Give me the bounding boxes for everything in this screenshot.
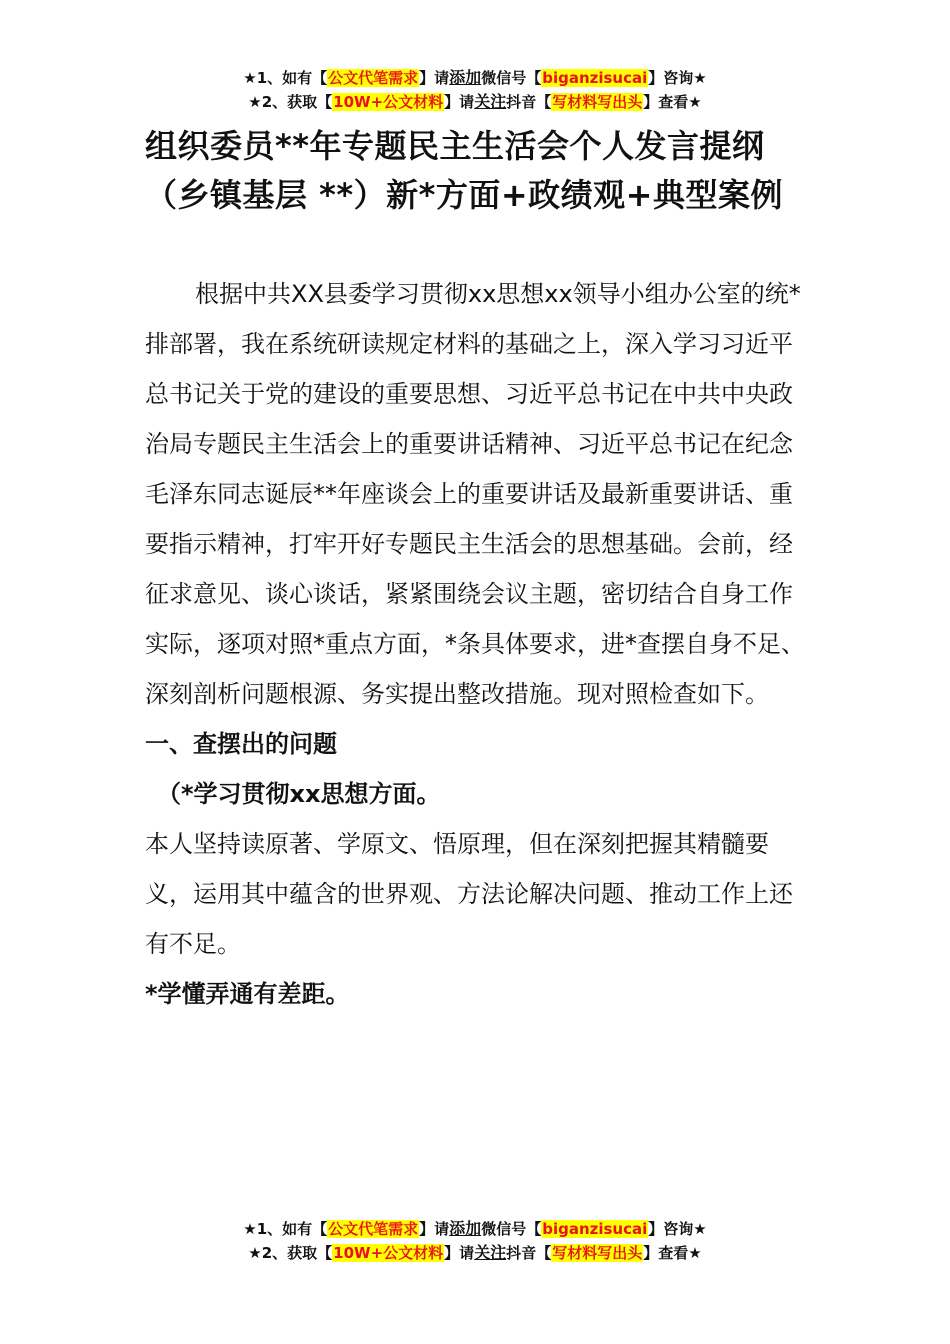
banner-text: 微信号【 [481, 69, 542, 87]
document-title: 组织委员**年专题民主生活会个人发言提纲（乡镇基层 **）新*方面+政绩观+典型案例 [145, 127, 783, 214]
document-body [145, 269, 810, 1019]
highlight-service-text: 公文代笔需求 [328, 1220, 419, 1238]
highlight-douyin-account: 写材料写出头 [552, 1244, 643, 1262]
banner-text: 抖音【 [506, 1244, 552, 1262]
footer-banner-line-2 [0, 1241, 950, 1265]
header-banner-line-2 [0, 90, 950, 114]
banner-text: 】请 [444, 93, 475, 111]
highlight-wechat-id: biganzisucai [542, 1220, 648, 1238]
banner-text: 抖音【 [506, 93, 552, 111]
highlight-douyin-account: 写材料写出头 [552, 93, 643, 111]
highlight-materials-text: 10W+公文材料 [333, 1244, 444, 1262]
banner-text: 】查看 [643, 93, 689, 111]
banner-emphasis-text: 关注 [474, 92, 507, 111]
banner-text: 】咨询 [648, 69, 694, 87]
banner-emphasis-text: 添加 [449, 1219, 482, 1238]
star-icon: ★ [248, 1244, 262, 1262]
footer-banner [0, 1217, 950, 1265]
star-icon: ★ [243, 1220, 257, 1238]
intro-paragraph: 根据中共XX县委学习贯彻xx思想xx领导小组办公室的统*排部署，我在系统研读规定材料的基础之上，深入学习习近平总书记关于党的建设的重要思想、习近平总书记在中共中央政治局专题民主生活会上的重要讲话精神、习近平总书记在纪念毛泽东同志诞辰**年座谈会上的重要讲话及最新重要讲话、重要指示精神，打牢开好专题民主生活会的思想基础。会前，经征求意见、谈心谈话，紧紧围绕会议主题，密切结合自身工作实际，逐项对照*重点方面，*条具体要求，进*查摆自身不足、深刻剖析问题根源、务实提出整改措施。现对照检查如下。 [145, 280, 805, 708]
star-icon: ★ [248, 93, 262, 111]
star-icon: ★ [243, 69, 257, 87]
banner-text: 】查看 [643, 1244, 689, 1262]
highlight-materials-text: 10W+公文材料 [333, 93, 444, 111]
star-icon: ★ [688, 93, 702, 111]
footer-banner-line-1 [0, 1217, 950, 1241]
highlight-service-text: 公文代笔需求 [328, 69, 419, 87]
banner-text: 1、如有【 [256, 1220, 328, 1238]
star-icon: ★ [688, 1244, 702, 1262]
highlight-wechat-id: biganzisucai [542, 69, 648, 87]
banner-text: 】请 [419, 1220, 450, 1238]
banner-emphasis-text: 添加 [449, 68, 482, 87]
banner-text: 1、如有【 [256, 69, 328, 87]
banner-text: 】请 [419, 69, 450, 87]
banner-text: 2、获取【 [261, 93, 333, 111]
subsection-heading: （*学习贯彻xx思想方面。 [157, 780, 441, 808]
section-heading: 一、查摆出的问题 [145, 730, 337, 758]
point-heading: *学懂弄通有差距。 [145, 980, 350, 1008]
star-icon: ★ [693, 69, 707, 87]
banner-text: 微信号【 [481, 1220, 542, 1238]
header-banner [0, 66, 950, 114]
banner-emphasis-text: 关注 [474, 1243, 507, 1262]
star-icon: ★ [693, 1220, 707, 1238]
body-paragraph: 本人坚持读原著、学原文、悟原理，但在深刻把握其精髓要义，运用其中蕴含的世界观、方法论解决问题、推动工作上还有不足。 [145, 830, 793, 958]
banner-text: 】咨询 [648, 1220, 694, 1238]
header-banner-line-1 [0, 66, 950, 90]
banner-text: 2、获取【 [261, 1244, 333, 1262]
banner-text: 】请 [444, 1244, 475, 1262]
